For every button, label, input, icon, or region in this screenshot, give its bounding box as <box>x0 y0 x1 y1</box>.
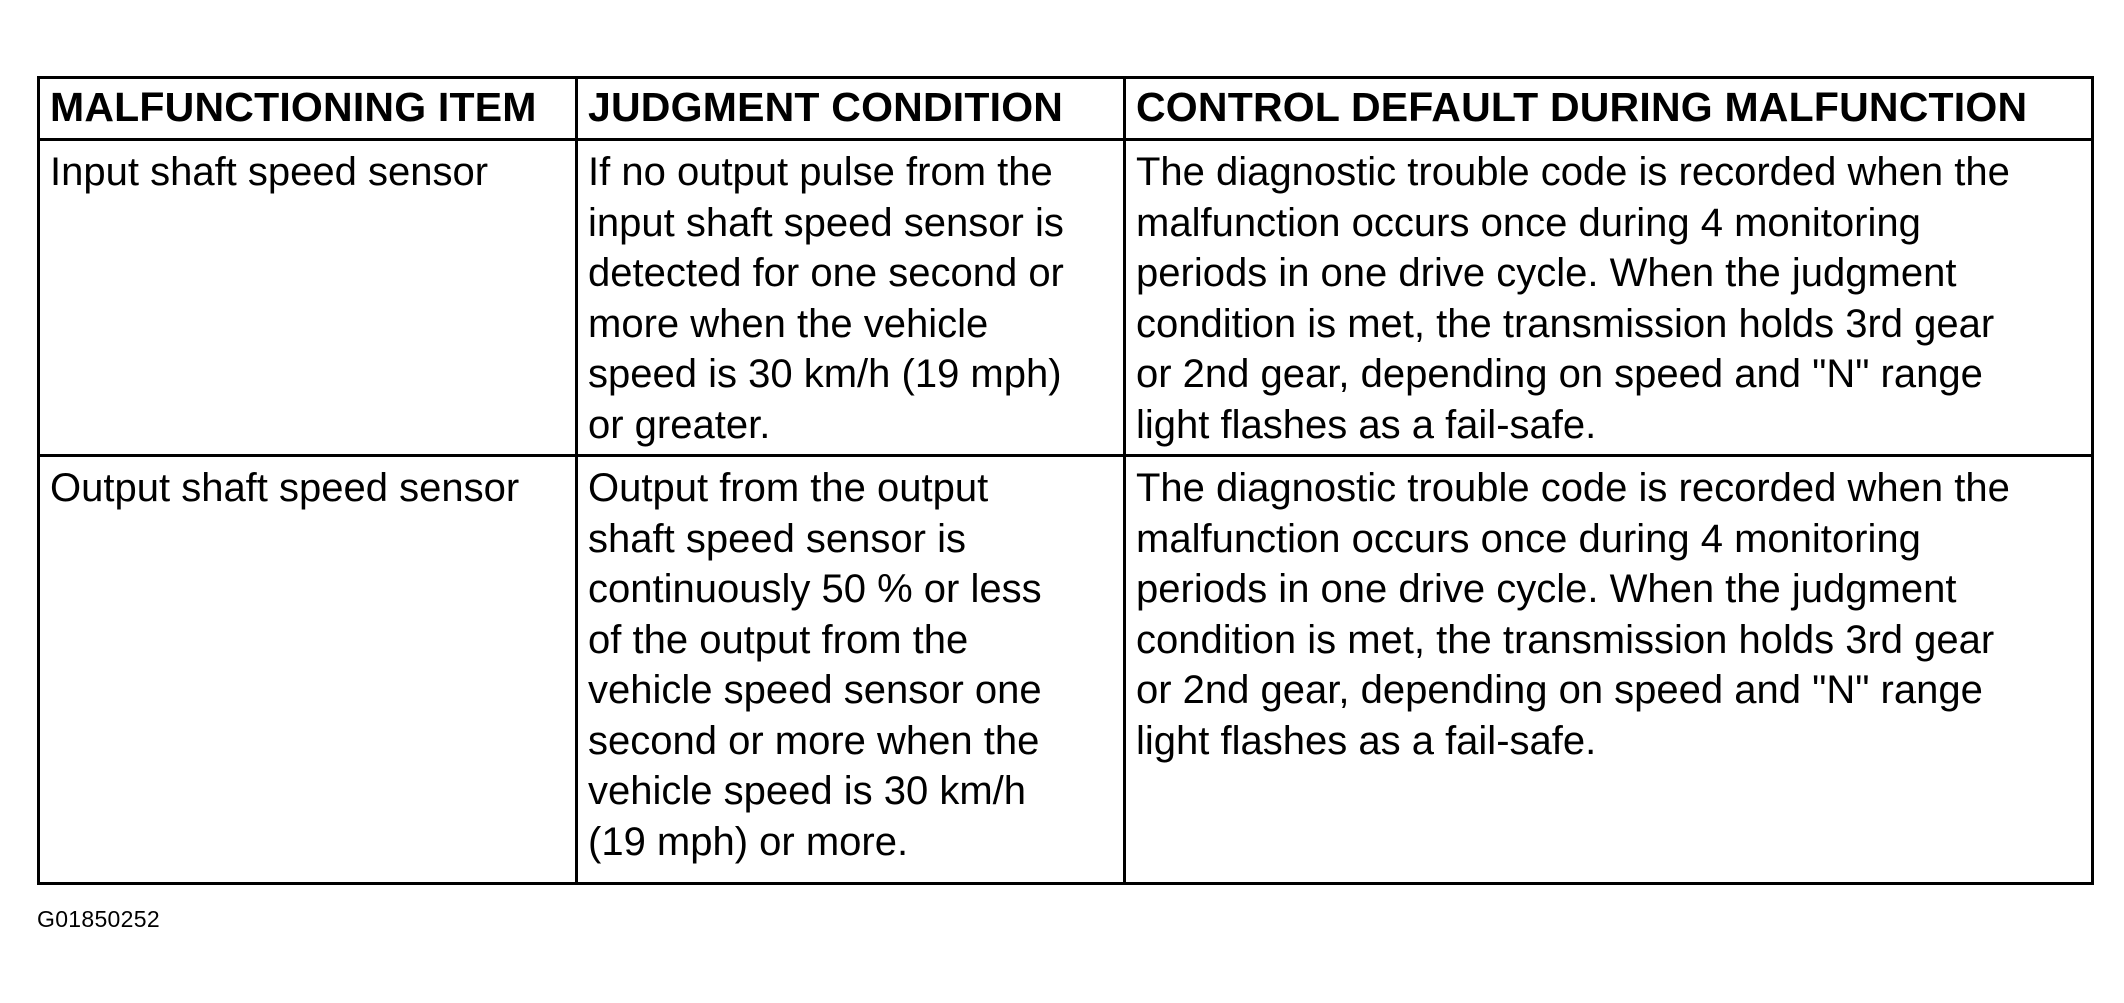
cell-control <box>1125 140 2093 456</box>
cell-judgment <box>577 456 1125 884</box>
cell-control-text: The diagnostic trouble code is recorded when the malfunction occurs once during 4 monitoring periods in one drive cycle. When the judgment condition is met, the transmission holds 3rd gear or 2nd gear, depending on speed and "N" range light flashes as a fail-safe. <box>1136 466 2010 763</box>
header-judgment-condition: JUDGMENT CONDITION <box>577 78 1125 140</box>
cell-item <box>39 456 577 884</box>
cell-item-text: Input shaft speed sensor <box>50 150 489 194</box>
cell-item-text: Output shaft speed sensor <box>50 466 520 510</box>
header-control-default: CONTROL DEFAULT DURING MALFUNCTION <box>1125 78 2093 140</box>
cell-control <box>1125 456 2093 884</box>
cell-judgment-text: If no output pulse from the input shaft speed sensor is detected for one second or more when the vehicle speed is 30 km/h (19 mph) or greater. <box>588 150 1064 447</box>
malfunction-table <box>37 76 2094 885</box>
figure-id: G01850252 <box>37 906 160 932</box>
cell-judgment-text: Output from the output shaft speed sensor is continuously 50 % or less of the output from the vehicle speed sensor one second or more when the vehicle speed is 30 km/h (19 mph) or more. <box>588 466 1042 864</box>
table-header-row <box>39 78 2093 140</box>
table-row <box>39 456 2093 884</box>
cell-item <box>39 140 577 456</box>
header-malfunctioning-item: MALFUNCTIONING ITEM <box>39 78 577 140</box>
table-row <box>39 140 2093 456</box>
cell-control-text: The diagnostic trouble code is recorded when the malfunction occurs once during 4 monitoring periods in one drive cycle. When the judgment condition is met, the transmission holds 3rd gear or 2nd gear, depending on speed and "N" range light flashes as a fail-safe. <box>1136 150 2010 447</box>
cell-judgment <box>577 140 1125 456</box>
